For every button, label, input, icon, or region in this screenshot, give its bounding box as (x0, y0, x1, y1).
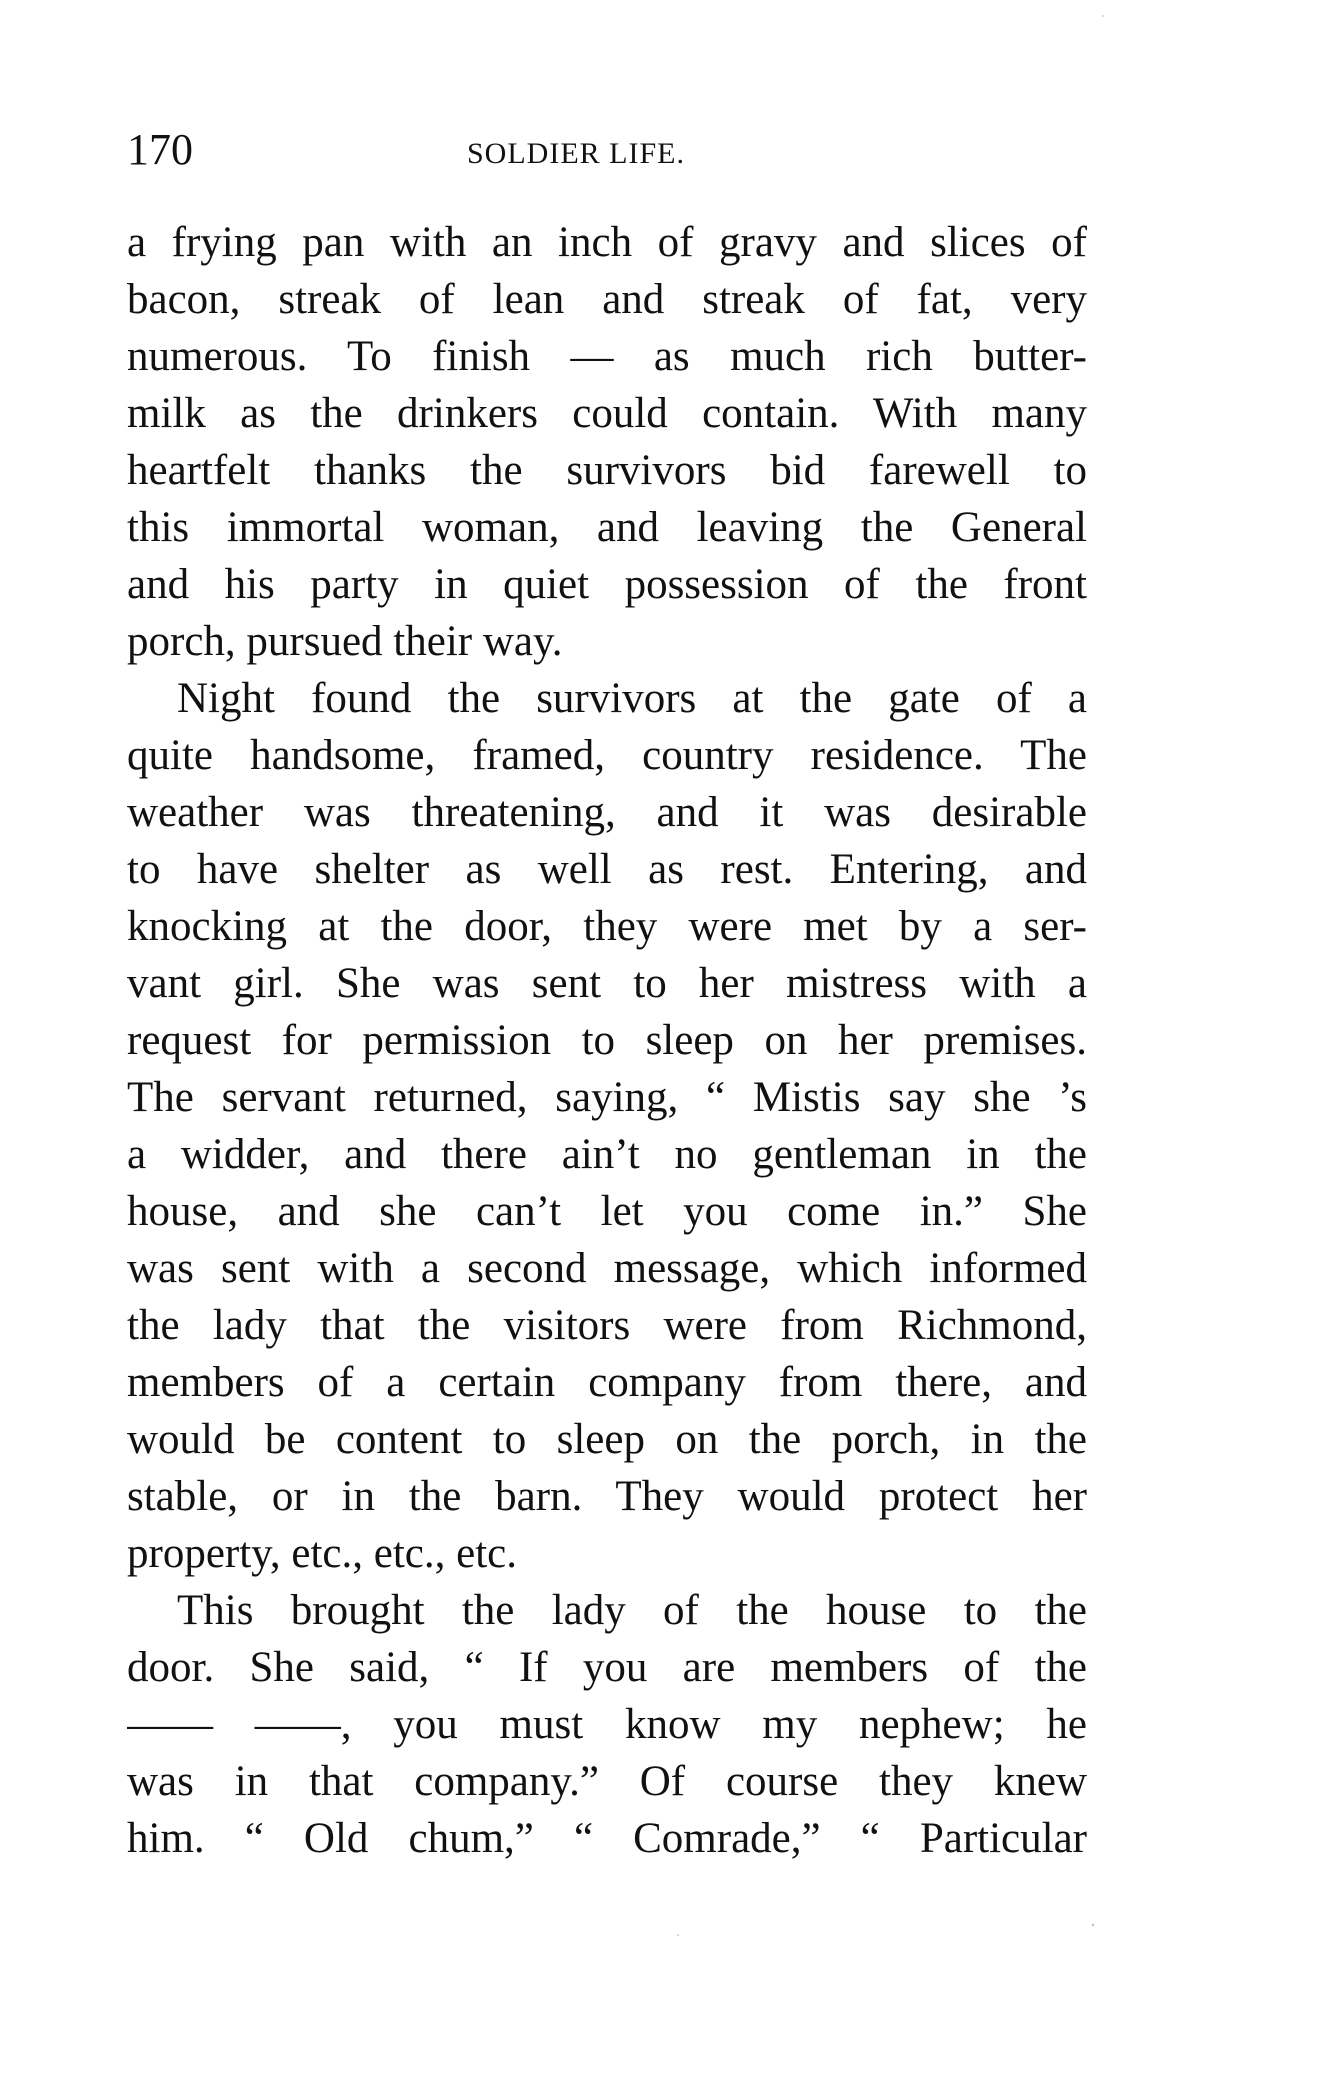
text-line: bacon, streak of lean and streak of fat, very (127, 276, 1087, 323)
text-line: was in that company.” Of course they knew (127, 1758, 1087, 1805)
text-line: heartfelt thanks the survivors bid farewell to (127, 447, 1087, 494)
text-line: request for permission to sleep on her premises. (127, 1017, 1087, 1064)
speck (677, 1934, 679, 1936)
page-number: 170 (127, 125, 193, 174)
speck (1102, 15, 1104, 17)
text-line: was sent with a second message, which informed (127, 1245, 1087, 1292)
text-line: house, and she can’t let you come in.” She (127, 1188, 1087, 1235)
text-line: would be content to sleep on the porch, in the (127, 1416, 1087, 1463)
text-line: knocking at the door, they were met by a ser- (127, 903, 1087, 950)
text-line: door. She said, “ If you are members of the (127, 1644, 1087, 1691)
paragraph-start-line: Night found the survivors at the gate of a (177, 675, 1087, 722)
text-line: milk as the drinkers could contain. With many (127, 390, 1087, 437)
text-line: him. “ Old chum,” “ Comrade,” “ Particular (127, 1815, 1087, 1862)
text-line: porch, pursued their way. (127, 618, 563, 665)
text-line: to have shelter as well as rest. Entering, and (127, 846, 1087, 893)
text-line: the lady that the visitors were from Richmond, (127, 1302, 1087, 1349)
text-line: and his party in quiet possession of the front (127, 561, 1087, 608)
text-line: weather was threatening, and it was desirable (127, 789, 1087, 836)
text-line: The servant returned, saying, “ Mistis say she ’s (127, 1074, 1087, 1121)
text-line: members of a certain company from there, and (127, 1359, 1087, 1406)
paragraph-start-line: This brought the lady of the house to the (177, 1587, 1087, 1634)
running-title: SOLDIER LIFE. (467, 137, 685, 170)
text-line: a frying pan with an inch of gravy and slices of (127, 219, 1087, 266)
text-line: quite handsome, framed, country residence. The (127, 732, 1087, 779)
text-line: vant girl. She was sent to her mistress with a (127, 960, 1087, 1007)
text-line: property, etc., etc., etc. (127, 1530, 517, 1577)
text-line: —— ——, you must know my nephew; he (127, 1701, 1087, 1748)
text-line: a widder, and there ain’t no gentleman in the (127, 1131, 1087, 1178)
text-line: stable, or in the barn. They would protect her (127, 1473, 1087, 1520)
text-line: numerous. To finish — as much rich butter- (127, 333, 1087, 380)
speck (1092, 1924, 1094, 1926)
text-line: this immortal woman, and leaving the General (127, 504, 1087, 551)
